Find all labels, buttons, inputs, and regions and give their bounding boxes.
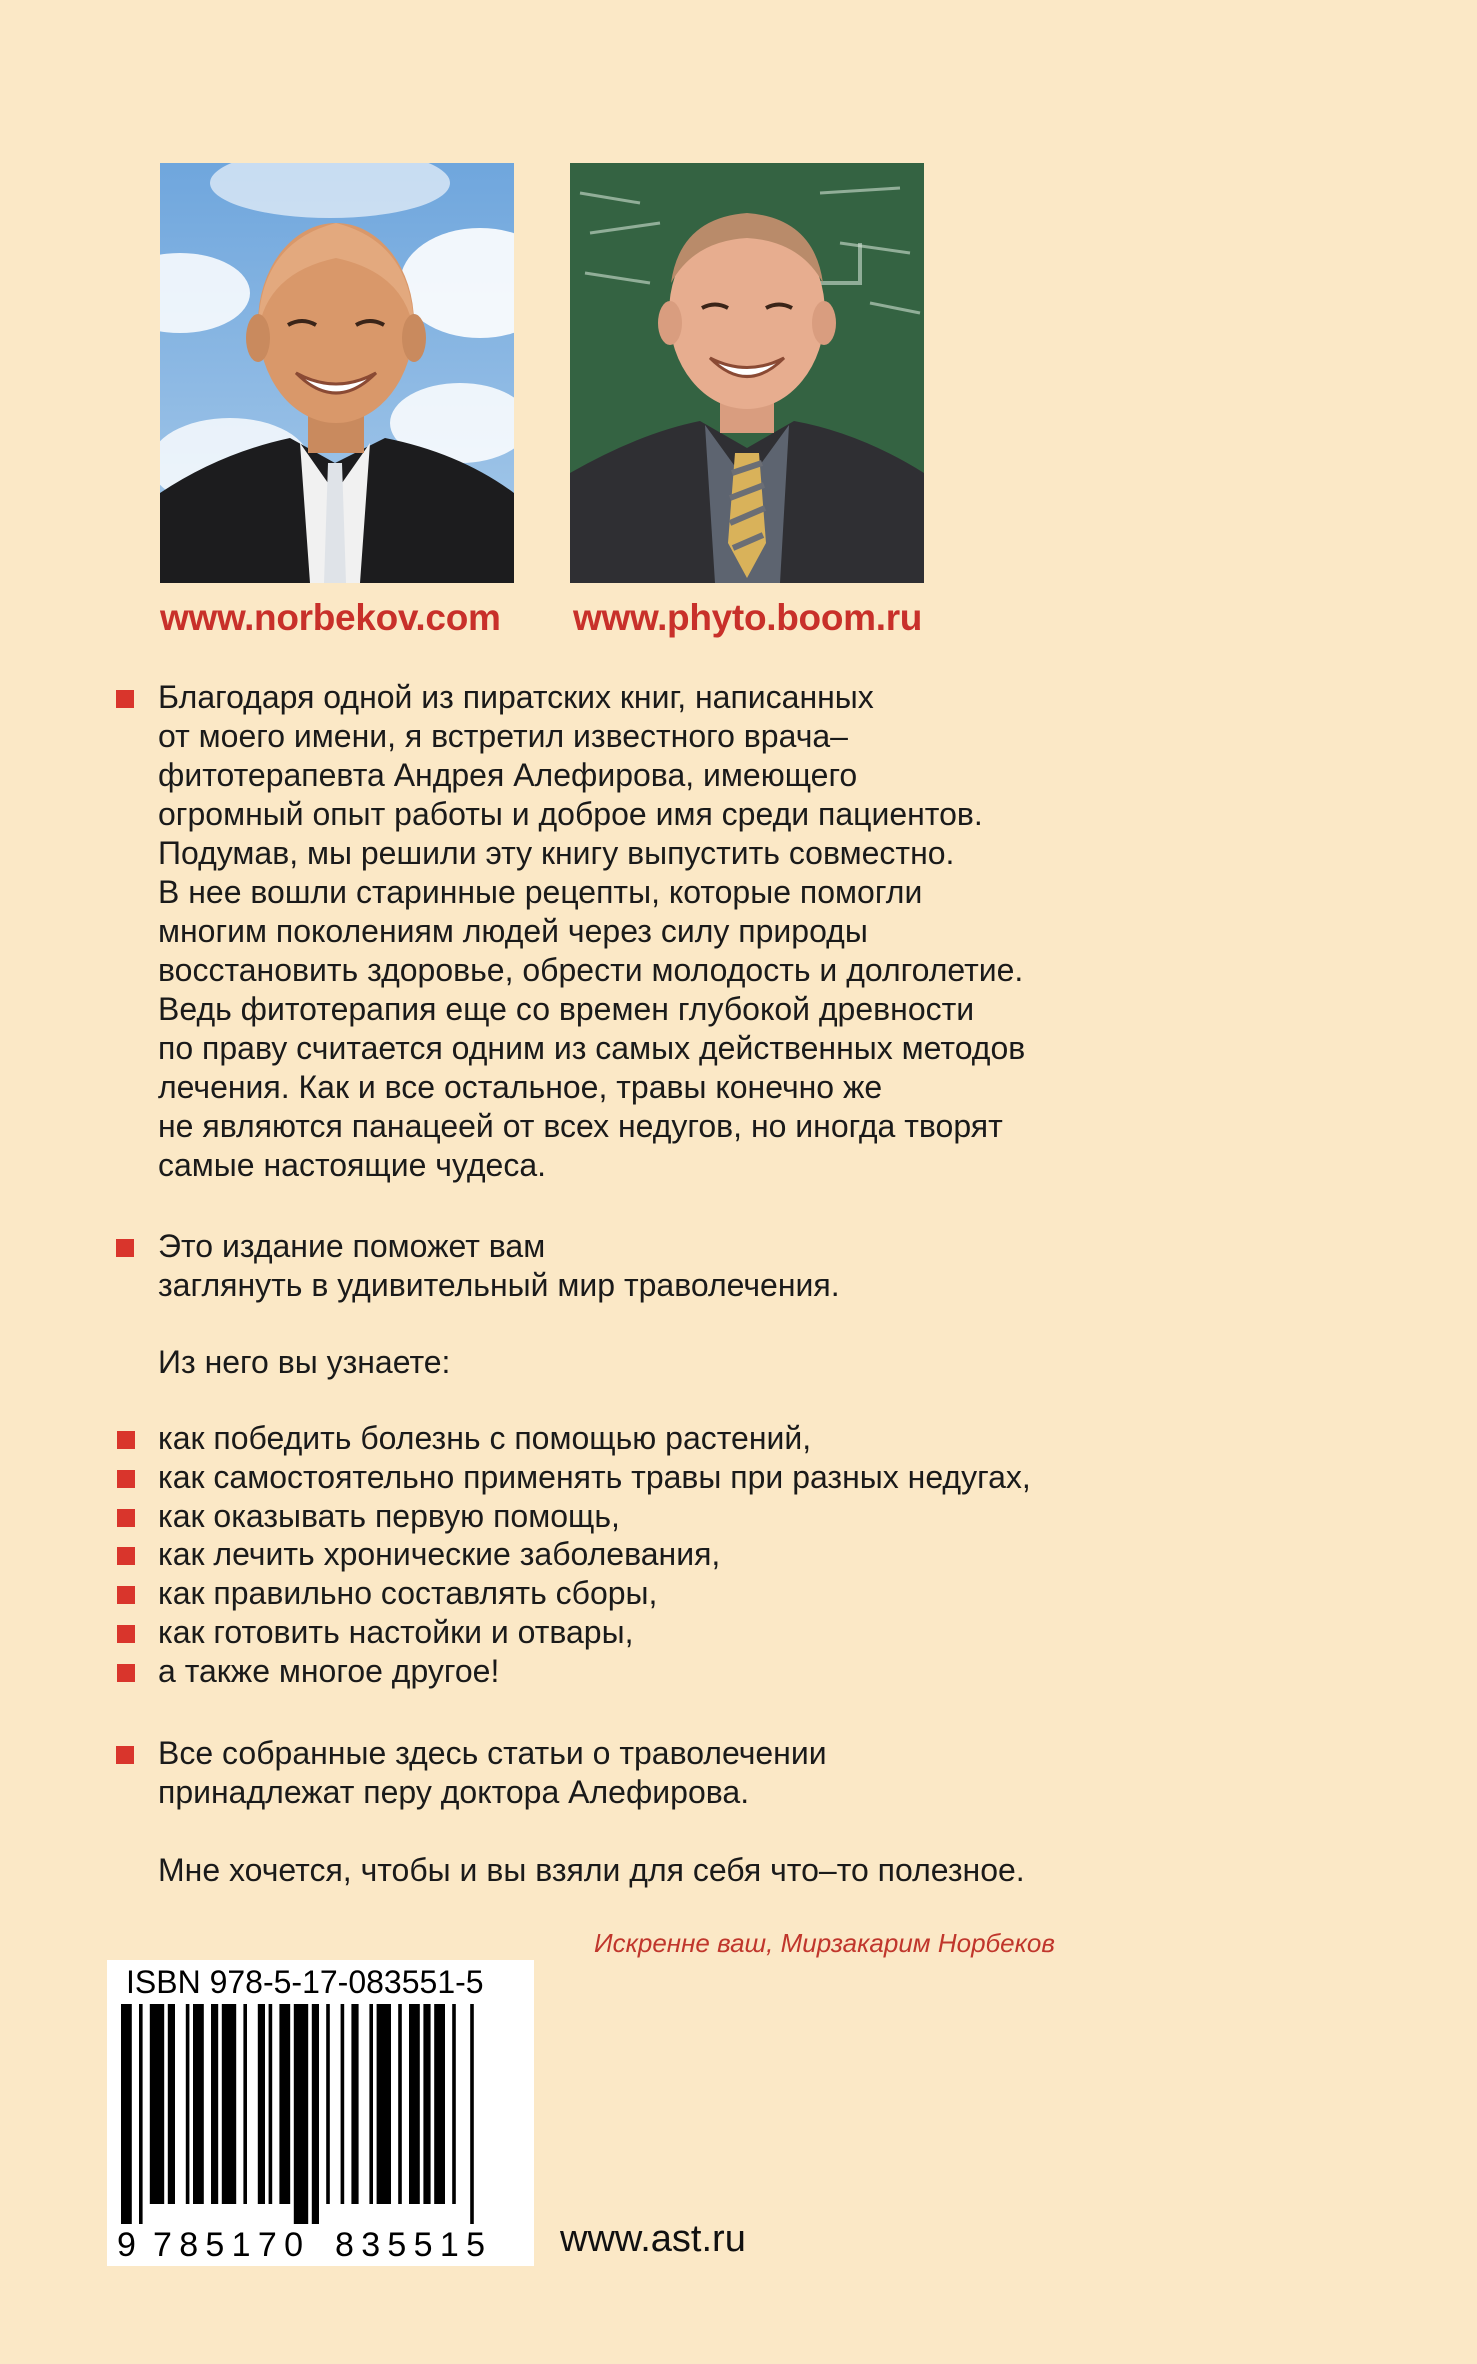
bullet-marker bbox=[117, 1625, 135, 1643]
barcode-bars bbox=[115, 2004, 526, 2224]
list-item bbox=[115, 1458, 1031, 1497]
barcode-bar bbox=[139, 2004, 143, 2224]
list-item-text: как победить болезнь с помощью растений, bbox=[158, 1420, 812, 1456]
bullet-marker bbox=[117, 1547, 135, 1565]
bullet-marker bbox=[116, 1746, 134, 1764]
articles-paragraph bbox=[158, 1734, 827, 1812]
barcode-bar bbox=[121, 2004, 132, 2224]
text-line: Это издание поможет вам bbox=[158, 1228, 546, 1264]
text-line: Благодаря одной из пиратских книг, написанных bbox=[158, 679, 874, 715]
barcode-bar bbox=[423, 2004, 430, 2204]
text-line: Подумав, мы решили эту книгу выпустить совместно. bbox=[158, 835, 955, 871]
list-intro: Из него вы узнаете: bbox=[158, 1344, 451, 1380]
closing-line: Мне хочется, чтобы и вы взяли для себя что–то полезное. bbox=[158, 1852, 1025, 1888]
author-photo-alefirov bbox=[570, 163, 924, 583]
signature: Искренне ваш, Мирзакарим Норбеков bbox=[594, 1928, 1055, 1958]
barcode-bar bbox=[186, 2004, 190, 2204]
isbn-label: ISBN 978-5-17-083551-5 bbox=[126, 1964, 484, 2000]
bullet-marker bbox=[117, 1586, 135, 1604]
list-item-text: а также многое другое! bbox=[158, 1652, 500, 1689]
norbekov-url[interactable]: www.norbekov.com bbox=[160, 597, 501, 638]
intro-paragraph bbox=[158, 678, 1025, 1185]
list-item bbox=[115, 1574, 1031, 1613]
barcode-bar bbox=[312, 2004, 319, 2224]
bullet-marker bbox=[117, 1664, 135, 1682]
isbn-barcode bbox=[107, 1960, 534, 2266]
barcode-bar bbox=[377, 2004, 391, 2204]
text-line: фитотерапевта Андрея Алефирова, имеющего bbox=[158, 757, 858, 793]
barcode-digit-group: 785170 bbox=[153, 2226, 303, 2262]
list-item-text: как готовить настойки и отвары, bbox=[158, 1613, 634, 1650]
list-item-text: как оказывать первую помощь, bbox=[158, 1497, 620, 1534]
author-photo-norbekov bbox=[160, 163, 514, 583]
list-item bbox=[115, 1613, 1031, 1652]
barcode-bar bbox=[452, 2004, 456, 2204]
publisher-url[interactable]: www.ast.ru bbox=[560, 2218, 746, 2260]
bullet-marker bbox=[117, 1470, 135, 1488]
text-line: заглянуть в удивительный мир траволечения. bbox=[158, 1267, 840, 1303]
barcode-bar bbox=[211, 2004, 218, 2204]
text-line: Все собранные здесь статьи о траволечении bbox=[158, 1735, 827, 1771]
bullet-marker bbox=[116, 1239, 134, 1257]
barcode-bar bbox=[168, 2004, 175, 2204]
barcode-bar bbox=[409, 2004, 420, 2204]
text-line: восстановить здоровье, обрести молодость и долголетие. bbox=[158, 952, 1024, 988]
barcode-bar bbox=[398, 2004, 402, 2204]
phyto-url[interactable]: www.phyto.boom.ru bbox=[573, 597, 923, 638]
barcode-bar bbox=[470, 2004, 474, 2224]
barcode-bar bbox=[326, 2004, 330, 2204]
bullet-marker bbox=[116, 690, 134, 708]
list-item-text: как лечить хронические заболевания, bbox=[158, 1536, 721, 1573]
text-line: принадлежат перу доктора Алефирова. bbox=[158, 1774, 750, 1810]
edition-paragraph bbox=[158, 1227, 840, 1305]
barcode-digits bbox=[113, 2222, 528, 2262]
barcode-bar bbox=[258, 2004, 265, 2204]
barcode-bar bbox=[222, 2004, 236, 2204]
barcode-bar bbox=[351, 2004, 358, 2204]
text-line: не являются панацеей от всех недугов, но иногда творят bbox=[158, 1108, 1003, 1144]
barcode-bar bbox=[369, 2004, 373, 2204]
text-line: от моего имени, я встретил известного врача– bbox=[158, 718, 848, 754]
list-item bbox=[115, 1419, 1031, 1458]
text-line: огромный опыт работы и доброе имя среди пациентов. bbox=[158, 796, 983, 832]
list-item-text: как самостоятельно применять травы при разных недугах, bbox=[158, 1458, 1031, 1495]
barcode-digit-group: 835515 bbox=[335, 2226, 485, 2262]
text-line: по праву считается одним из самых действенных методов bbox=[158, 1030, 1026, 1066]
bullet-marker bbox=[117, 1431, 135, 1449]
list-item bbox=[115, 1652, 1031, 1691]
text-line: самые настоящие чудеса. bbox=[158, 1147, 547, 1183]
barcode-digit-group: 9 bbox=[117, 2226, 136, 2262]
text-line: лечения. Как и все остальное, травы конечно же bbox=[158, 1069, 883, 1105]
bullet-marker bbox=[117, 1509, 135, 1527]
text-line: В нее вошли старинные рецепты, которые помогли bbox=[158, 874, 923, 910]
barcode-bar bbox=[269, 2004, 273, 2204]
benefits-list bbox=[115, 1419, 1031, 1691]
barcode-bar bbox=[243, 2004, 247, 2204]
list-item bbox=[115, 1497, 1031, 1536]
barcode-bar bbox=[341, 2004, 345, 2204]
list-item bbox=[115, 1535, 1031, 1574]
text-line: Ведь фитотерапия еще со времен глубокой древности bbox=[158, 991, 975, 1027]
barcode-bar bbox=[279, 2004, 290, 2204]
text-line: многим поколениям людей через силу природы bbox=[158, 913, 868, 949]
barcode-bar bbox=[434, 2004, 445, 2204]
barcode-bar bbox=[294, 2004, 308, 2224]
list-item-text: как правильно составлять сборы, bbox=[158, 1575, 658, 1612]
barcode-bar bbox=[193, 2004, 204, 2204]
barcode-bar bbox=[150, 2004, 164, 2204]
